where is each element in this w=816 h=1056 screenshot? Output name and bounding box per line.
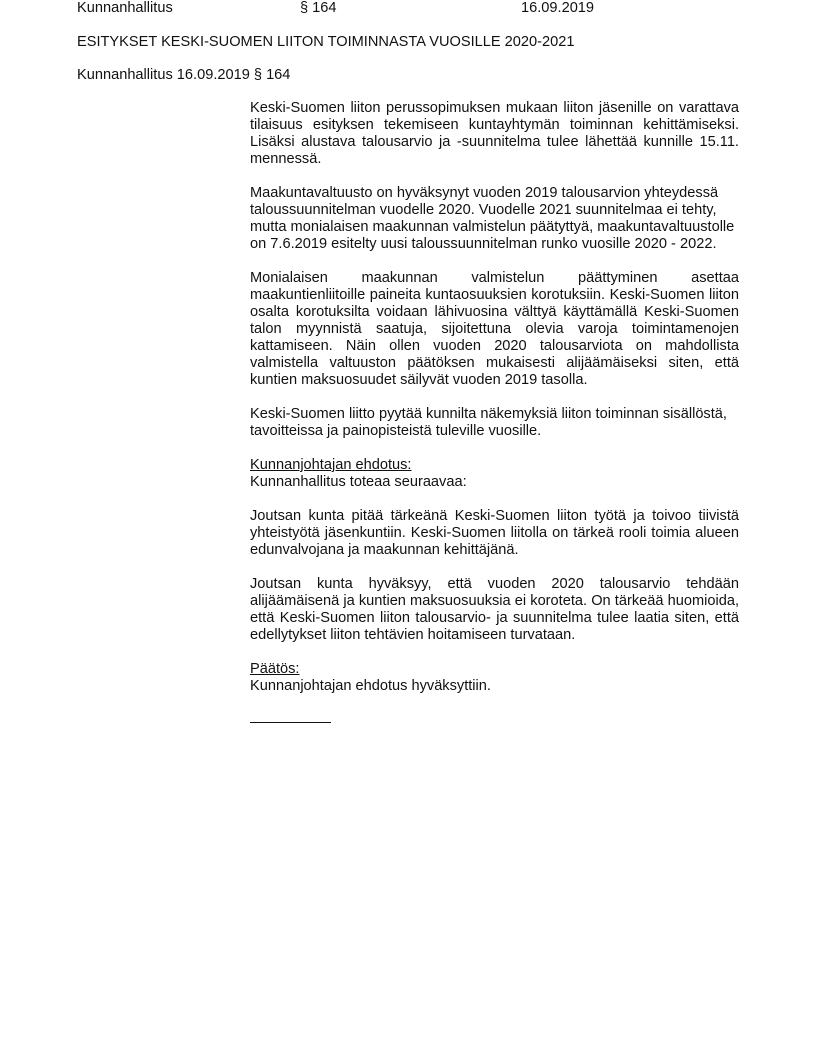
decision-section: [250, 661, 739, 695]
paragraph: Monialaisen maakunnan valmistelun päättyminen asettaa maakuntienliitoille paineita kuntaosuuksien korotuksiin. Keski-Suomen liiton osalta korotuksilta voidaan lähivuosina välttyä käyttämällä Keski-Suomen talon myynnistä saatuja, sijoitettuna olevia varoja toimintamenojen kattamiseen. Näin ollen vuoden 2020 talousarviota on mahdollista valmistella valtuuston päätöksen mukaisesti alijäämäiseksi siten, että kuntien maksuosuudet säilyvät vuoden 2019 tasolla.: [250, 270, 739, 388]
header-date: 16.09.2019: [521, 0, 595, 16]
paragraph: Keski-Suomen liiton perussopimuksen mukaan liiton jäsenille on varattava tilaisuus esityksen tekemiseen kuntayhtymän toiminnan kehittämiseksi. Lisäksi alustava talousarvio ja -suunnitelma tulee lähettää kunnille 15.11. mennessä.: [250, 100, 739, 167]
proposal-paragraph: Joutsan kunta pitää tärkeänä Keski-Suomen liiton työtä ja toivoo tiivistä yhteistyötä jäsenkuntiin. Keski-Suomen liitolla on tärkeä rooli toimia alueen edunvalvojana ja maakunnan kehittäjänä.: [250, 508, 739, 558]
header-section: § 164: [300, 0, 337, 16]
paragraph: Keski-Suomen liitto pyytää kunnilta näkemyksiä liiton toiminnan sisällöstä, tavoitteissa ja painopisteistä tuleville vuosille.: [250, 406, 727, 439]
decision-heading: Päätös:: [250, 661, 300, 677]
proposal-paragraph: Joutsan kunta hyväksyy, että vuoden 2020 talousarvio tehdään alijäämäisenä ja kuntien maksuosuuksia ei koroteta. On tärkeää huomioida, että Keski-Suomen liiton talousarvio- ja suunnitelma tulee laatia siten, että edellytykset liiton tehtävien hoitamiseen turvataan.: [250, 576, 739, 643]
decision-text: Kunnanjohtajan ehdotus hyväksyttiin.: [250, 678, 491, 694]
proposal-section: [250, 457, 739, 491]
document-subtitle: Kunnanhallitus 16.09.2019 § 164: [77, 67, 291, 83]
paragraph: Maakuntavaltuusto on hyväksynyt vuoden 2019 talousarvion yhteydessä taloussuunnitelman vuodelle 2020. Vuodelle 2021 suunnitelmaa ei tehty, mutta monialaisen maakunnan valmistelun päätyttyä, maakuntavaltuustolle on 7.6.2019 esitelty uusi taloussuunnitelman runko vuosille 2020 - 2022.: [250, 185, 735, 252]
document-title: ESITYKSET KESKI-SUOMEN LIITON TOIMINNASTA VUOSILLE 2020-2021: [77, 34, 575, 50]
page-header: [77, 0, 637, 18]
header-organ: Kunnanhallitus: [77, 0, 173, 16]
signature-line: [250, 712, 331, 723]
document-body: [250, 100, 739, 723]
proposal-heading: Kunnanjohtajan ehdotus:: [250, 457, 412, 473]
proposal-intro: Kunnanhallitus toteaa seuraavaa:: [250, 474, 467, 490]
